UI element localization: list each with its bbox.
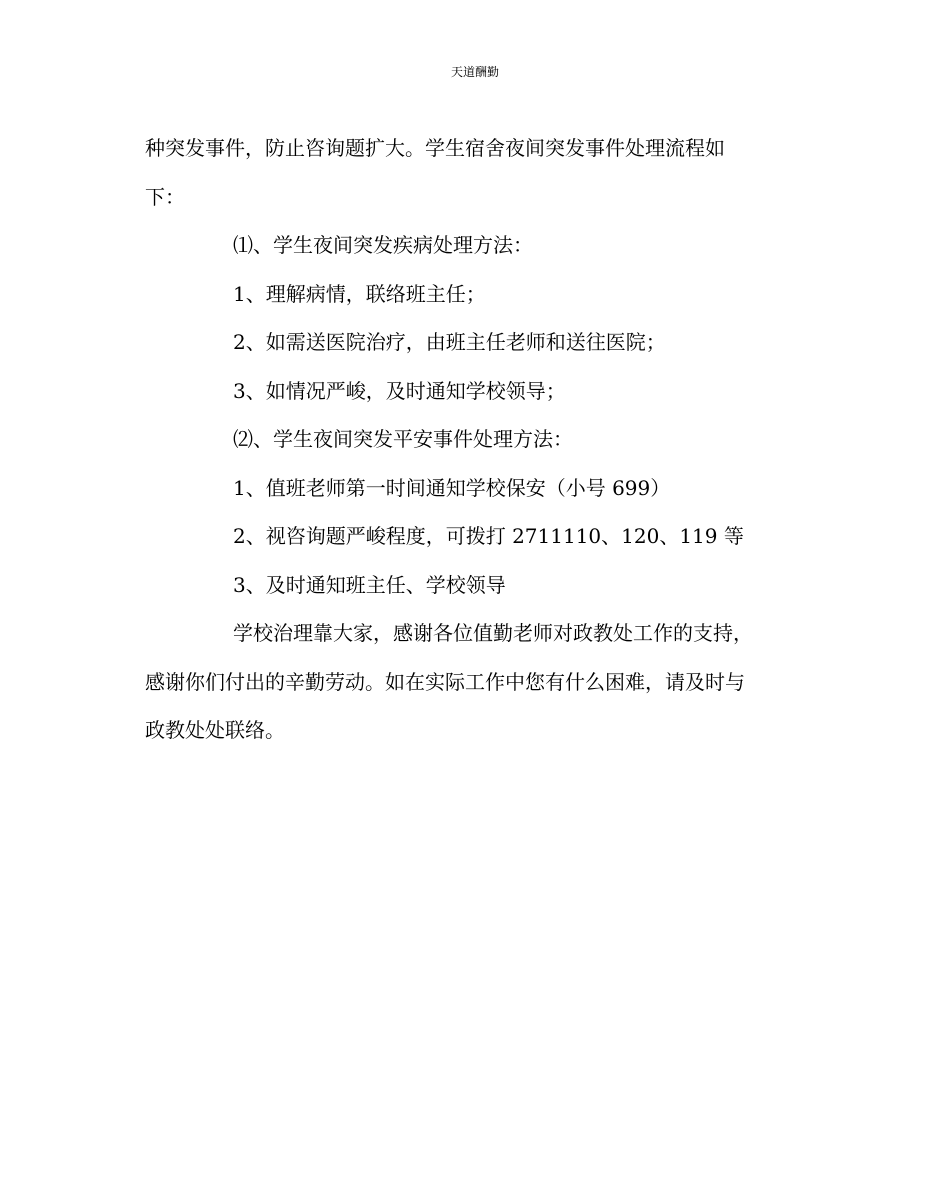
body-line: 下： bbox=[145, 184, 185, 209]
page-header: 天道酬勤 bbox=[450, 65, 499, 79]
list-item: 3、如情况严峻，及时通知学校领导； bbox=[233, 378, 566, 403]
list-item: 2、视咨询题严峻程度，可拨打 2711110、120、119 等 bbox=[233, 524, 744, 548]
list-item: 1、值班老师第一时间通知学校保安（小号 699） bbox=[233, 475, 671, 500]
body-line: 种突发事件，防止咨询题扩大。学生宿舍夜间突发事件处理流程如 bbox=[145, 136, 725, 160]
section-heading: ⑵、学生夜间突发平安事件处理方法： bbox=[233, 427, 573, 451]
list-item: 3、及时通知班主任、学校领导 bbox=[233, 572, 506, 597]
document-body bbox=[145, 124, 815, 755]
list-item: 1、理解病情，联络班主任； bbox=[233, 281, 486, 306]
section-heading: ⑴、学生夜间突发疾病处理方法： bbox=[233, 233, 533, 257]
list-item: 2、如需送医院治疗，由班主任老师和送往医院； bbox=[233, 330, 666, 354]
paragraph-line: 政教处处联络。 bbox=[145, 718, 285, 742]
paragraph-line: 感谢你们付出的辛勤劳动。如在实际工作中您有什么困难，请及时与 bbox=[145, 669, 745, 694]
paragraph-line: 学校治理靠大家，感谢各位值勤老师对政教处工作的支持， bbox=[233, 621, 753, 645]
